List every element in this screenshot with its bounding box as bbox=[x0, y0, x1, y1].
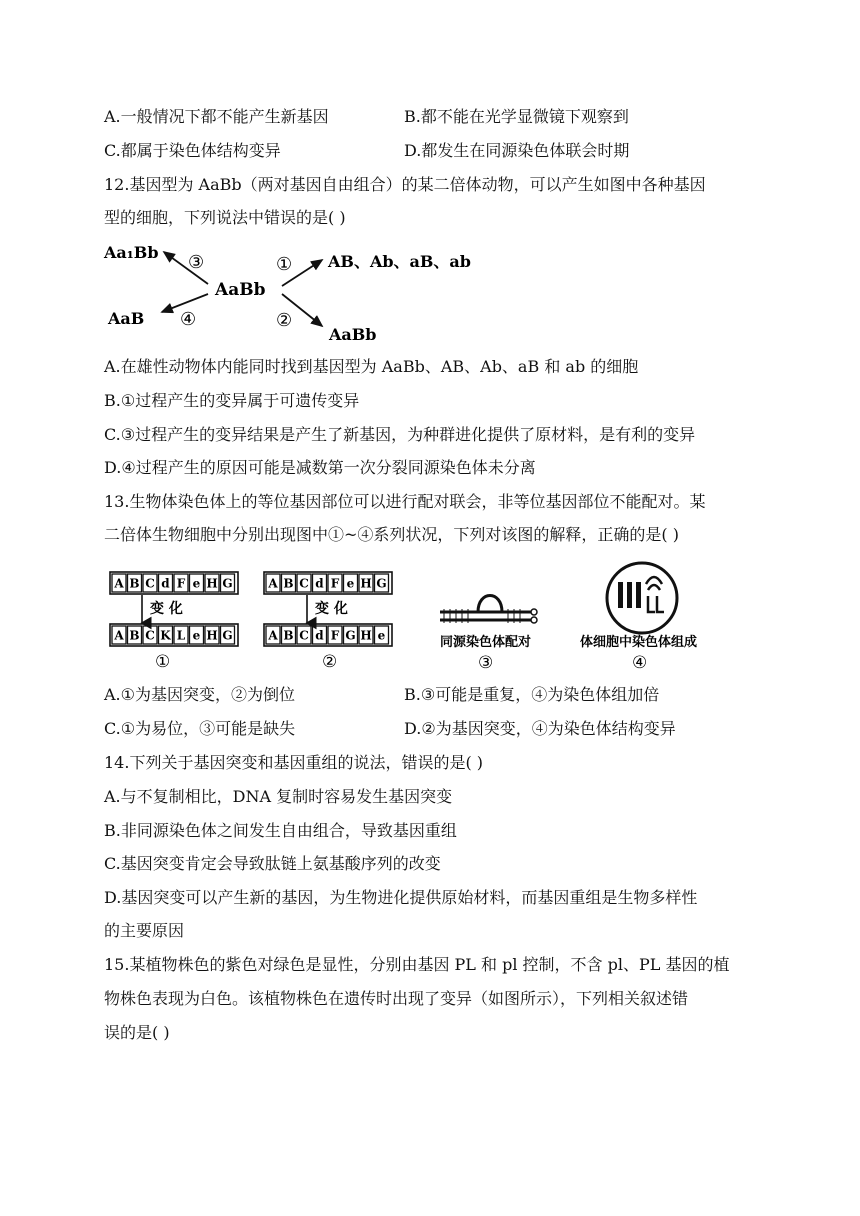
gene-label: H bbox=[360, 628, 372, 643]
q13-pairing-diagram bbox=[440, 596, 537, 624]
q14-option-a: A.与不复制相比，DNA 复制时容易发生基因突变 bbox=[104, 787, 453, 806]
q12-mark-3: ③ bbox=[188, 252, 205, 273]
q11-option-d: D.都发生在同源染色体联会时期 bbox=[404, 141, 630, 160]
gene-label: K bbox=[160, 628, 171, 643]
gene-label: A bbox=[114, 628, 124, 643]
gene-label: F bbox=[176, 576, 186, 591]
gene-label: d bbox=[161, 576, 170, 591]
q12-option-d: D.④过程产生的原因可能是减数第一次分裂同源染色体未分离 bbox=[104, 458, 536, 477]
gene-label: e bbox=[192, 628, 201, 643]
q12-bottom-left-genotype: AaB bbox=[108, 309, 145, 328]
q14-option-d-line1: D.基因突变可以产生新的基因，为生物进化提供原始材料，而基因重组是生物多样性 bbox=[104, 888, 698, 907]
q13-option-b: B.③可能是重复，④为染色体组加倍 bbox=[404, 685, 660, 704]
q12-option-c: C.③过程产生的变异结果是产生了新基因，为种群进化提供了原材料，是有利的变异 bbox=[104, 425, 696, 444]
q12-mark-2: ② bbox=[276, 310, 293, 331]
gene-label: d bbox=[315, 576, 324, 591]
q12-stem-line2: 型的细胞，下列说法中错误的是( ) bbox=[104, 208, 346, 227]
q13-stem-line1: 13.生物体染色体上的等位基因部位可以进行配对联会，非等位基因部位不能配对。某 bbox=[104, 492, 706, 511]
q13-cell-diagram bbox=[607, 563, 677, 633]
q12-top-right-genotypes: AB、Ab、aB、ab bbox=[328, 252, 471, 271]
gene-label: F bbox=[330, 628, 340, 643]
q12-mark-4: ④ bbox=[180, 309, 197, 330]
q12-stem-line1: 12.基因型为 AaBb（两对基因自由组合）的某二倍体动物，可以产生如图中各种基因 bbox=[104, 175, 706, 194]
gene-label: C bbox=[299, 628, 309, 643]
q13-change-label-2: 变 化 bbox=[315, 601, 348, 617]
gene-label: A bbox=[114, 576, 124, 591]
q13-option-a: A.①为基因突变，②为倒位 bbox=[104, 685, 295, 704]
gene-label: G bbox=[222, 576, 233, 591]
gene-label: d bbox=[315, 628, 324, 643]
gene-label: C bbox=[299, 576, 309, 591]
q13-stem-line2: 二倍体生物细胞中分别出现图中①~④系列状况，下列对该图的解释，正确的是( ) bbox=[104, 525, 679, 544]
gene-label: B bbox=[283, 576, 294, 591]
q12-genotype-diagram bbox=[100, 238, 500, 348]
q12-top-left-genotype: Aa₁Bb bbox=[104, 243, 159, 262]
gene-label: e bbox=[346, 576, 355, 591]
q13-option-c: C.①为易位，③可能是缺失 bbox=[104, 719, 296, 738]
gene-label: G bbox=[345, 628, 356, 643]
gene-label: G bbox=[376, 576, 387, 591]
q13-chromosome2-before bbox=[264, 572, 392, 594]
gene-label: e bbox=[192, 576, 201, 591]
q13-option-d: D.②为基因突变，④为染色体结构变异 bbox=[404, 719, 676, 738]
gene-label: B bbox=[129, 628, 140, 643]
q12-center-genotype: AaBb bbox=[215, 280, 266, 300]
gene-label: C bbox=[145, 628, 155, 643]
q13-num-3: ③ bbox=[478, 653, 494, 673]
q13-label-4: 体细胞中染色体组成 bbox=[580, 635, 698, 650]
gene-label: H bbox=[206, 576, 218, 591]
gene-label: B bbox=[283, 628, 294, 643]
gene-label: e bbox=[377, 628, 386, 643]
q15-stem-line2: 物株色表现为白色。该植物株色在遗传时出现了变异（如图所示），下列相关叙述错 bbox=[104, 989, 689, 1008]
q12-bottom-right-genotype: AaBb bbox=[329, 325, 377, 344]
q13-num-4: ④ bbox=[632, 653, 648, 673]
gene-label: F bbox=[330, 576, 340, 591]
q12-option-b: B.①过程产生的变异属于可遗传变异 bbox=[104, 391, 360, 410]
gene-label: A bbox=[268, 576, 278, 591]
q11-option-b: B.都不能在光学显微镜下观察到 bbox=[404, 107, 629, 126]
q14-option-d-line2: 的主要原因 bbox=[104, 921, 185, 940]
gene-label: H bbox=[206, 628, 218, 643]
gene-label: L bbox=[176, 628, 186, 643]
q15-stem-line3: 误的是( ) bbox=[104, 1023, 170, 1042]
q15-stem-line1: 15.某植物株色的紫色对绿色是显性，分别由基因 PL 和 pl 控制，不含 pl、PL 基因的植 bbox=[104, 955, 730, 974]
gene-label: B bbox=[129, 576, 140, 591]
q11-option-a: A.一般情况下都不能产生新基因 bbox=[104, 107, 329, 126]
q13-num-1: ① bbox=[155, 652, 171, 672]
q13-num-2: ② bbox=[322, 652, 338, 672]
q14-option-b: B.非同源染色体之间发生自由组合，导致基因重组 bbox=[104, 821, 457, 840]
gene-label: H bbox=[360, 576, 372, 591]
q13-change-label-1: 变 化 bbox=[150, 601, 183, 617]
q14-option-c: C.基因突变肯定会导致肽链上氨基酸序列的改变 bbox=[104, 854, 441, 873]
q13-chromosome1-before bbox=[110, 572, 238, 594]
q12-mark-1: ① bbox=[276, 254, 293, 275]
gene-label: G bbox=[222, 628, 233, 643]
q13-label-3: 同源染色体配对 bbox=[440, 635, 532, 650]
q14-stem: 14.下列关于基因突变和基因重组的说法，错误的是( ) bbox=[104, 753, 484, 772]
gene-label: A bbox=[268, 628, 278, 643]
q13-chromosome-diagram bbox=[100, 560, 720, 678]
q11-option-c: C.都属于染色体结构变异 bbox=[104, 141, 281, 160]
q12-option-a: A.在雄性动物体内能同时找到基因型为 AaBb、AB、Ab、aB 和 ab 的细胞 bbox=[104, 357, 639, 376]
gene-label: C bbox=[145, 576, 155, 591]
q13-chromosome1-after bbox=[110, 624, 238, 646]
q13-chromosome2-after bbox=[264, 624, 392, 646]
